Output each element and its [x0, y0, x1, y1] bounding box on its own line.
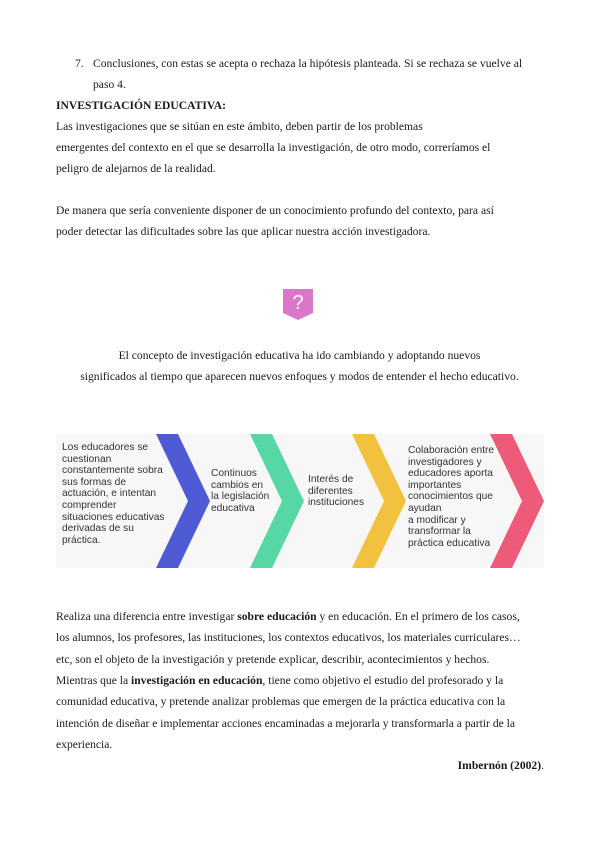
citation-author: Imbernón (2002)	[457, 759, 542, 772]
list-item-text-line2: paso 4.	[93, 78, 126, 91]
para2-line2: poder detectar las dificultades sobre las que aplicar nuestra acción investigadora.	[56, 225, 431, 238]
citation: Imbernón (2002).	[457, 759, 544, 772]
diagram-step-2: Continuos cambios en la legislación educativa	[211, 468, 270, 514]
para3-line3: etc, son el objeto de la investigación y pretende explicar, describir, acontecimientos y hechos.	[56, 653, 490, 666]
para1-line1: Las investigaciones que se sitúan en este ámbito, deben partir de los problemas	[56, 120, 423, 133]
diagram-step-4: Colaboración entre investigadores y educadores aporta importantes conocimientos que ayudan a modificar y transformar la práctica educativa	[408, 445, 495, 549]
svg-text:?: ?	[292, 292, 304, 314]
concept-line2: significados al tiempo que aparecen nuevos enfoques y modos de entender el hecho educativo.	[80, 370, 519, 383]
para1-line2: emergentes del contexto en el que se desarrolla la investigación, de otro modo, correríamos el	[56, 141, 491, 154]
para3-line5: comunidad educativa, y pretende analizar problemas que emergen de la práctica educativa con la	[56, 695, 506, 708]
para3-line7: experiencia.	[56, 738, 113, 751]
list-item-text-line1: Conclusiones, con estas se acepta o rechaza la hipótesis planteada. Si se rechaza se vuelve al	[93, 57, 523, 70]
concept-line1: El concepto de investigación educativa ha ido cambiando y adoptando nuevos	[118, 349, 481, 362]
list-number: 7.	[75, 57, 84, 70]
emphasis-sobre-educacion: sobre educación	[237, 610, 317, 623]
para3-line4: Mientras que la investigación en educación, tiene como objetivo el estudio del profesorado y la	[56, 674, 504, 687]
process-diagram	[56, 434, 544, 568]
para2-line1: De manera que sería conveniente disponer de un conocimiento profundo del contexto, para así	[56, 204, 494, 217]
para3-line2: los alumnos, los profesores, las instituciones, los contextos educativos, los materiales curriculares…	[56, 631, 521, 644]
diagram-step-1: Los educadores se cuestionan constantemente sobra sus formas de actuación, e intentan comprender situaciones educativas derivadas de su práctica.	[62, 442, 165, 546]
para1-line3: peligro de alejarnos de la realidad.	[56, 162, 216, 175]
para3-line1: Realiza una diferencia entre investigar sobre educación y en educación. En el primero de los casos,	[56, 610, 520, 623]
section-heading: INVESTIGACIÓN EDUCATIVA:	[56, 99, 226, 112]
question-mark-icon	[281, 287, 315, 321]
diagram-step-3: Interés de diferentes instituciones	[308, 474, 365, 509]
emphasis-investigacion-en-educacion: investigación en educación	[131, 674, 263, 687]
para3-line6: intención de diseñar e implementar acciones encaminadas a mejorarla y transformarla a partir de la	[56, 717, 516, 730]
